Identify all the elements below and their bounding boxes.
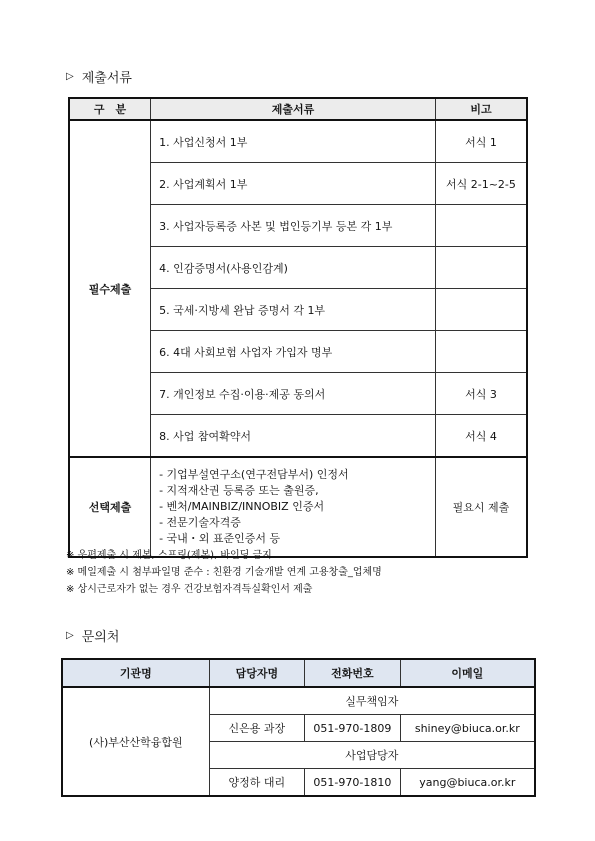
list-item: - 전문기술자격증	[159, 516, 241, 529]
list-item: - 지적재산권 등록증 또는 출원증,	[159, 484, 319, 497]
table-header-row	[62, 659, 535, 687]
required-category: 필수제출	[69, 120, 151, 457]
table-header-row	[69, 98, 527, 120]
contact-section-title	[66, 626, 119, 645]
document-note	[435, 205, 527, 247]
document-note: 서식 3	[435, 373, 527, 415]
header-documents: 제출서류	[151, 98, 436, 120]
document-note: 서식 1	[435, 120, 527, 163]
note-line: ※ 우편제출 시 제본, 스프링(제본), 바인딩 금지	[66, 550, 272, 561]
documents-table	[68, 97, 528, 558]
document-item: 7. 개인정보 수집·이용·제공 동의서	[151, 373, 436, 415]
docs-section-label: 제출서류	[81, 71, 132, 86]
optional-note: 필요시 제출	[435, 457, 527, 557]
notes-block	[66, 547, 382, 598]
phone-number: 051-970-1810	[305, 769, 401, 797]
person-name: 신은용 과장	[209, 715, 304, 742]
email-address[interactable]: yang@biuca.or.kr	[400, 769, 535, 797]
document-note: 서식 4	[435, 415, 527, 458]
list-item: - 기업부설연구소(연구전담부서) 인정서	[159, 468, 349, 481]
document-item: 6. 4대 사회보험 사업자 가입자 명부	[151, 331, 436, 373]
docs-section-title	[66, 67, 132, 86]
document-item: 4. 인감증명서(사용인감계)	[151, 247, 436, 289]
phone-number: 051-970-1809	[305, 715, 401, 742]
note-line: ※ 메일제출 시 첨부파일명 준수 : 친환경 기술개발 연계 고용창출_업체명	[66, 567, 382, 578]
document-item: 5. 국세·지방세 완납 증명서 각 1부	[151, 289, 436, 331]
table-row	[69, 120, 527, 163]
role-label: 실무책임자	[209, 687, 535, 715]
document-note	[435, 247, 527, 289]
contact-table	[61, 658, 536, 797]
optional-category: 선택제출	[69, 457, 151, 557]
document-item: 2. 사업계획서 1부	[151, 163, 436, 205]
header-category: 구 분	[69, 98, 151, 120]
list-item: - 벤처/MAINBIZ/INNOBIZ 인증서	[159, 500, 325, 513]
email-address[interactable]: shiney@biuca.or.kr	[400, 715, 535, 742]
header-person: 담당자명	[209, 659, 304, 687]
document-item: 8. 사업 참여확약서	[151, 415, 436, 458]
document-note	[435, 331, 527, 373]
header-email: 이메일	[400, 659, 535, 687]
optional-row	[69, 457, 527, 557]
document-item: 1. 사업신청서 1부	[151, 120, 436, 163]
optional-list	[151, 457, 436, 557]
document-item: 3. 사업자등록증 사본 및 법인등기부 등본 각 1부	[151, 205, 436, 247]
table-row	[62, 687, 535, 715]
triangle-marker-icon: ▷	[66, 71, 74, 82]
triangle-marker-icon: ▷	[66, 630, 74, 641]
document-note: 서식 2-1~2-5	[435, 163, 527, 205]
person-name: 양정하 대리	[209, 769, 304, 797]
list-item: - 국내・외 표준인증서 등	[159, 532, 281, 545]
document-note	[435, 289, 527, 331]
header-note: 비고	[435, 98, 527, 120]
header-phone: 전화번호	[305, 659, 401, 687]
contact-section-label: 문의처	[81, 630, 120, 645]
note-line: ※ 상시근로자가 없는 경우 건강보험자격득실확인서 제출	[66, 584, 313, 595]
org-name: (사)부산산학융합원	[62, 687, 209, 796]
header-org: 기관명	[62, 659, 209, 687]
role-label: 사업담당자	[209, 742, 535, 769]
